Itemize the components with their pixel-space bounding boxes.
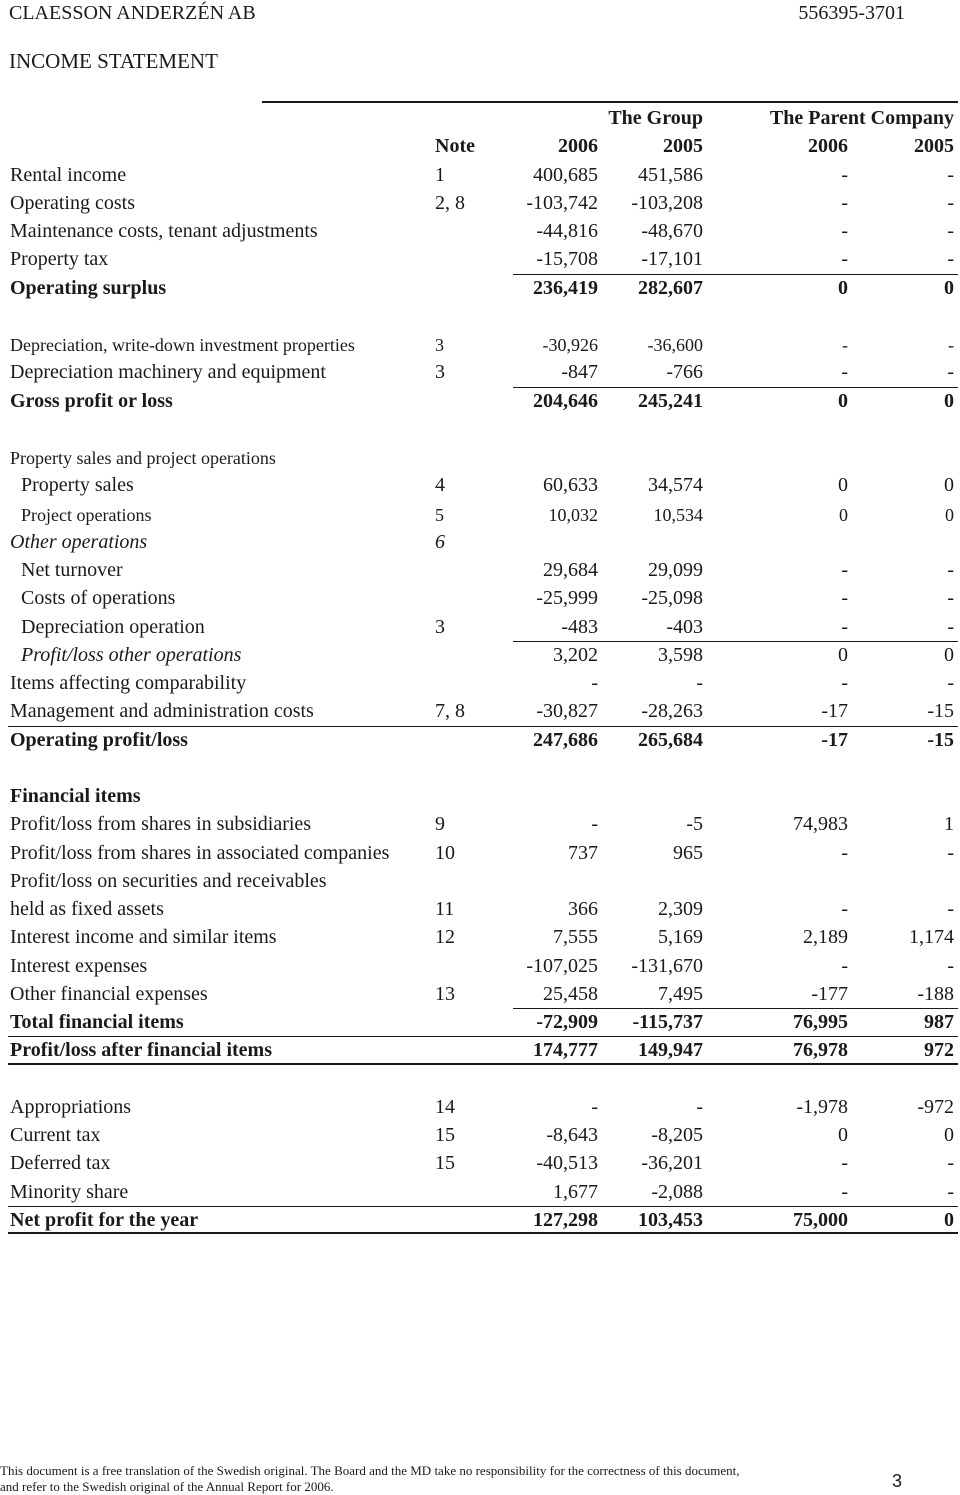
table-row <box>8 500 958 528</box>
group-2005-cell: -2,088 <box>651 1180 703 1203</box>
row-label: Depreciation, write-down investment properties <box>10 335 355 355</box>
group-2005-cell: -403 <box>666 615 703 638</box>
group-2005-cell: -115,737 <box>632 1011 703 1033</box>
total-rule <box>8 1206 958 1207</box>
row-label: Gross profit or loss <box>10 389 173 412</box>
group-2006-cell: 174,777 <box>533 1039 598 1062</box>
parent-2005-cell: - <box>947 587 954 610</box>
table-row <box>8 1206 958 1234</box>
row-label: Total financial items <box>10 1011 184 1033</box>
group-2005-cell: 965 <box>673 841 703 864</box>
parent-2005-cell: - <box>947 1180 954 1203</box>
parent-2006-cell: 76,978 <box>793 1039 848 1062</box>
row-label: Operating surplus <box>10 276 167 299</box>
spacer-row <box>8 754 958 782</box>
table-row <box>8 613 958 641</box>
group-2005-cell: -28,263 <box>641 700 703 723</box>
parent-2005-cell: 1,174 <box>909 926 954 949</box>
parent-2005-cell: - <box>947 559 954 581</box>
group-2005-cell: 245,241 <box>638 389 703 412</box>
group-2005-cell: -766 <box>666 361 703 384</box>
row-label: Net profit for the year <box>10 1208 199 1231</box>
table-row <box>8 867 958 895</box>
table-row <box>8 669 958 697</box>
parent-2006-cell: 74,983 <box>793 813 848 836</box>
row-label: Minority share <box>10 1180 129 1203</box>
row-label: Profit/loss after financial items <box>10 1039 272 1062</box>
row-label: Items affecting comparability <box>10 672 247 694</box>
group-2005-cell: 5,169 <box>658 926 703 949</box>
table-row <box>8 189 958 217</box>
group-2006-cell: -103,742 <box>526 191 598 214</box>
parent-2005-cell: 972 <box>924 1039 954 1062</box>
parent-2005-cell: - <box>947 163 954 186</box>
note-cell: 15 <box>435 1152 455 1175</box>
table-row <box>8 1093 958 1121</box>
group-2006-cell: -25,999 <box>536 587 598 610</box>
table-row <box>8 443 958 471</box>
note-cell: 3 <box>435 615 445 638</box>
row-label: Deferred tax <box>10 1152 111 1175</box>
parent-2006-cell: 0 <box>838 389 848 412</box>
parent-2005-cell: 0 <box>944 1208 954 1231</box>
table-row <box>8 274 958 302</box>
total-rule <box>8 1036 958 1037</box>
table-row <box>8 810 958 838</box>
note-header: Note <box>435 135 475 158</box>
group-2006-cell: 400,685 <box>533 163 598 186</box>
parent-2006-cell: 0 <box>839 504 848 525</box>
group-2006-cell: -483 <box>561 615 598 638</box>
parent-2005-cell: 0 <box>944 389 954 412</box>
table-row <box>8 980 958 1008</box>
income-statement-table <box>8 104 958 1234</box>
table-row <box>8 471 958 499</box>
group-2006-cell: 7,555 <box>553 926 598 949</box>
table-row <box>8 641 958 669</box>
table-row <box>8 923 958 951</box>
group-2006-cell: -15,708 <box>536 248 598 271</box>
parent-2005-cell: - <box>947 1152 954 1175</box>
parent-2006-cell: - <box>841 841 848 864</box>
row-label: Operating profit/loss <box>10 728 188 751</box>
row-label: Profit/loss on securities and receivables <box>10 869 327 892</box>
footer-line-1: This document is a free translation of the Swedish original. The Board and the MD take no responsibility for the correctness of this document, <box>0 1463 740 1478</box>
row-label: Net turnover <box>21 559 123 581</box>
row-label: Other financial expenses <box>10 982 208 1005</box>
group-2006-cell: - <box>591 813 598 836</box>
row-label: Depreciation machinery and equipment <box>10 361 326 384</box>
parent-2005-cell: - <box>947 220 954 242</box>
spacer-row <box>8 415 958 443</box>
row-label: Profit/loss from shares in subsidiaries <box>10 813 312 836</box>
parent-2005-cell: - <box>947 248 954 271</box>
row-label: Financial items <box>10 785 141 807</box>
group-2006-cell: 204,646 <box>533 389 598 412</box>
parent-2005-cell: 0 <box>945 504 954 525</box>
parent-2006-cell: -1,978 <box>796 1095 848 1118</box>
parent-2006-cell: - <box>841 220 848 242</box>
row-label: Appropriations <box>10 1095 132 1118</box>
note-cell: 3 <box>435 335 444 355</box>
parent-2005-cell: 0 <box>944 1124 954 1146</box>
parent-2005-cell: - <box>947 841 954 864</box>
group-2005-cell: 3,598 <box>658 643 703 666</box>
table-row <box>8 330 958 358</box>
table-row <box>8 1178 958 1206</box>
parent-2006-cell: 0 <box>838 474 848 497</box>
parent-2006-cell: - <box>841 954 848 977</box>
row-label: Depreciation operation <box>21 615 205 638</box>
parent-2005-cell: 0 <box>944 276 954 299</box>
table-row <box>8 952 958 980</box>
column-year-header <box>8 132 958 160</box>
group-2005-cell: 265,684 <box>638 728 703 751</box>
parent-2005-cell: - <box>947 954 954 977</box>
company-name: CLAESSON ANDERZÉN AB <box>9 2 256 24</box>
group-2005-cell: - <box>696 1095 703 1118</box>
parent-2006-cell: - <box>841 191 848 214</box>
row-label: Other operations <box>10 530 148 553</box>
row-label: Management and administration costs <box>10 700 314 723</box>
group-2005-cell: -5 <box>686 813 703 836</box>
spacer-row <box>8 1065 958 1093</box>
group-2006-cell: -44,816 <box>536 220 598 242</box>
parent-2005-cell: 0 <box>944 643 954 666</box>
note-cell: 5 <box>435 504 444 525</box>
row-label: Rental income <box>10 163 127 186</box>
note-cell: 4 <box>435 474 445 497</box>
group-2005-cell: 10,534 <box>653 504 703 525</box>
total-rule <box>513 641 958 642</box>
table-row <box>8 1008 958 1036</box>
parent-2006-cell: - <box>841 672 848 694</box>
table-row <box>8 387 958 415</box>
row-label: Maintenance costs, tenant adjustments <box>10 220 318 242</box>
parent-2005-cell: -15 <box>927 728 954 751</box>
group-2005-cell: -8,205 <box>651 1124 703 1146</box>
group-2005-cell: -25,098 <box>641 587 703 610</box>
parent-2006-cell: - <box>841 1152 848 1175</box>
total-rule <box>513 387 958 388</box>
group-2006-cell: 737 <box>568 841 598 864</box>
spacer-row <box>8 302 958 330</box>
group-2006-cell: - <box>591 672 598 694</box>
parent-2006-cell: 75,000 <box>793 1208 848 1231</box>
group-2006-cell: 25,458 <box>543 982 598 1005</box>
org-number: 556395-3701 <box>798 2 905 24</box>
parent-2005-cell: 0 <box>944 474 954 497</box>
parent-2005-cell: - <box>947 361 954 384</box>
parent-2005-cell: -15 <box>927 700 954 723</box>
group-header: The Group <box>608 107 703 129</box>
table-row <box>8 1036 958 1064</box>
group-2006-cell: 247,686 <box>533 728 598 751</box>
footer-disclaimer <box>0 1463 740 1495</box>
table-row <box>8 726 958 754</box>
parent-2006-header: 2006 <box>808 135 848 158</box>
group-2005-cell: -131,670 <box>631 954 703 977</box>
parent-2005-cell: - <box>947 191 954 214</box>
group-2005-cell: -48,670 <box>641 220 703 242</box>
parent-2006-cell: 76,995 <box>793 1011 848 1033</box>
group-2005-cell: 103,453 <box>638 1208 703 1231</box>
table-row <box>8 584 958 612</box>
group-2006-cell: -30,827 <box>536 700 598 723</box>
parent-2005-cell: -972 <box>917 1095 954 1118</box>
row-label: Costs of operations <box>21 587 176 610</box>
parent-2005-cell: 1 <box>944 813 954 836</box>
table-row <box>8 697 958 725</box>
parent-2005-header: 2005 <box>914 135 954 158</box>
parent-2006-cell: 0 <box>838 276 848 299</box>
table-row <box>8 839 958 867</box>
statement-rows <box>8 161 958 1235</box>
parent-2005-cell: - <box>947 615 954 638</box>
table-row <box>8 1149 958 1177</box>
parent-2006-cell: - <box>841 163 848 186</box>
note-cell: 1 <box>435 163 445 186</box>
group-2006-cell: 3,202 <box>553 643 598 666</box>
row-label: Profit/loss from shares in associated companies <box>10 841 390 864</box>
row-label: Property sales and project operations <box>10 448 276 468</box>
group-2006-cell: 60,633 <box>543 474 598 497</box>
header-rule <box>262 101 958 103</box>
parent-2006-cell: - <box>841 615 848 638</box>
note-cell: 6 <box>435 530 445 553</box>
group-2005-cell: -103,208 <box>631 191 703 214</box>
note-cell: 13 <box>435 982 455 1005</box>
group-2006-cell: -8,643 <box>546 1124 598 1146</box>
group-2006-cell: 10,032 <box>548 504 598 525</box>
note-cell: 2, 8 <box>435 191 465 214</box>
note-cell: 7, 8 <box>435 700 465 723</box>
parent-2006-cell: -17 <box>821 728 848 751</box>
group-2005-cell: - <box>696 672 703 694</box>
parent-2006-cell: 2,189 <box>803 926 848 949</box>
note-cell: 15 <box>435 1124 455 1146</box>
group-2006-cell: -40,513 <box>536 1152 598 1175</box>
parent-2006-cell: - <box>841 361 848 384</box>
group-2006-cell: 236,419 <box>533 276 598 299</box>
group-2006-cell: - <box>591 1095 598 1118</box>
parent-2005-cell: - <box>947 672 954 694</box>
note-cell: 10 <box>435 841 455 864</box>
table-row <box>8 217 958 245</box>
parent-2006-cell: 0 <box>838 1124 848 1146</box>
group-2006-cell: -847 <box>561 361 598 384</box>
row-label: Project operations <box>21 504 152 525</box>
group-2006-cell: 1,677 <box>553 1180 598 1203</box>
row-label: Profit/loss other operations <box>21 643 242 666</box>
footer-line-2: and refer to the Swedish original of the Annual Report for 2006. <box>0 1479 334 1494</box>
group-2005-cell: 29,099 <box>648 559 703 581</box>
group-2006-cell: -72,909 <box>536 1011 598 1033</box>
page-number: 3 <box>892 1471 903 1491</box>
parent-2006-cell: - <box>841 1180 848 1203</box>
column-group-header <box>8 104 958 132</box>
group-2006-header: 2006 <box>558 135 598 158</box>
group-2006-cell: 127,298 <box>533 1208 598 1231</box>
note-cell: 14 <box>435 1095 455 1118</box>
row-label: Operating costs <box>10 191 135 214</box>
table-row <box>8 1121 958 1149</box>
group-2006-cell: -30,926 <box>542 335 598 355</box>
group-2006-cell: 29,684 <box>543 559 598 581</box>
group-2005-cell: 7,495 <box>658 982 703 1005</box>
group-2006-cell: -107,025 <box>526 954 598 977</box>
group-2005-cell: 2,309 <box>658 898 703 920</box>
row-label: held as fixed assets <box>10 898 164 920</box>
group-2005-cell: -17,101 <box>641 248 703 271</box>
note-cell: 11 <box>435 898 455 920</box>
group-2005-cell: 282,607 <box>638 276 703 299</box>
row-label: Property tax <box>10 248 109 271</box>
group-2005-cell: 451,586 <box>638 163 703 186</box>
table-row <box>8 245 958 273</box>
parent-2006-cell: - <box>842 335 848 355</box>
group-2005-cell: 34,574 <box>648 474 703 497</box>
row-label: Current tax <box>10 1124 101 1146</box>
parent-2006-cell: 0 <box>838 643 848 666</box>
group-2005-header: 2005 <box>663 135 703 158</box>
note-cell: 3 <box>435 361 445 384</box>
row-label: Interest income and similar items <box>10 926 277 949</box>
note-cell: 9 <box>435 813 445 836</box>
group-2005-cell: -36,201 <box>641 1152 703 1175</box>
row-label: Property sales <box>21 474 134 497</box>
parent-2005-cell: - <box>948 335 954 355</box>
total-rule <box>513 274 958 275</box>
group-2006-cell: 366 <box>568 898 598 920</box>
parent-2005-cell: 987 <box>924 1011 954 1033</box>
parent-2006-cell: -177 <box>811 982 848 1005</box>
parent-2006-cell: - <box>841 248 848 271</box>
parent-2006-cell: -17 <box>821 700 848 723</box>
parent-company-header: The Parent Company <box>769 107 954 129</box>
table-row <box>8 358 958 386</box>
row-label: Interest expenses <box>10 954 148 977</box>
table-row <box>8 161 958 189</box>
table-row <box>8 895 958 923</box>
parent-2006-cell: - <box>841 587 848 610</box>
table-row <box>8 556 958 584</box>
table-row <box>8 782 958 810</box>
total-rule <box>513 1008 958 1009</box>
group-2005-cell: 149,947 <box>638 1039 703 1062</box>
total-rule <box>8 726 958 727</box>
table-row <box>8 528 958 556</box>
group-2005-cell: -36,600 <box>647 335 703 355</box>
parent-2006-cell: - <box>841 559 848 581</box>
note-cell: 12 <box>435 926 455 949</box>
page-title: INCOME STATEMENT <box>9 49 218 73</box>
total-underline <box>8 1232 958 1234</box>
parent-2005-cell: - <box>947 898 954 920</box>
parent-2006-cell: - <box>841 898 848 920</box>
parent-2005-cell: -188 <box>917 982 954 1005</box>
